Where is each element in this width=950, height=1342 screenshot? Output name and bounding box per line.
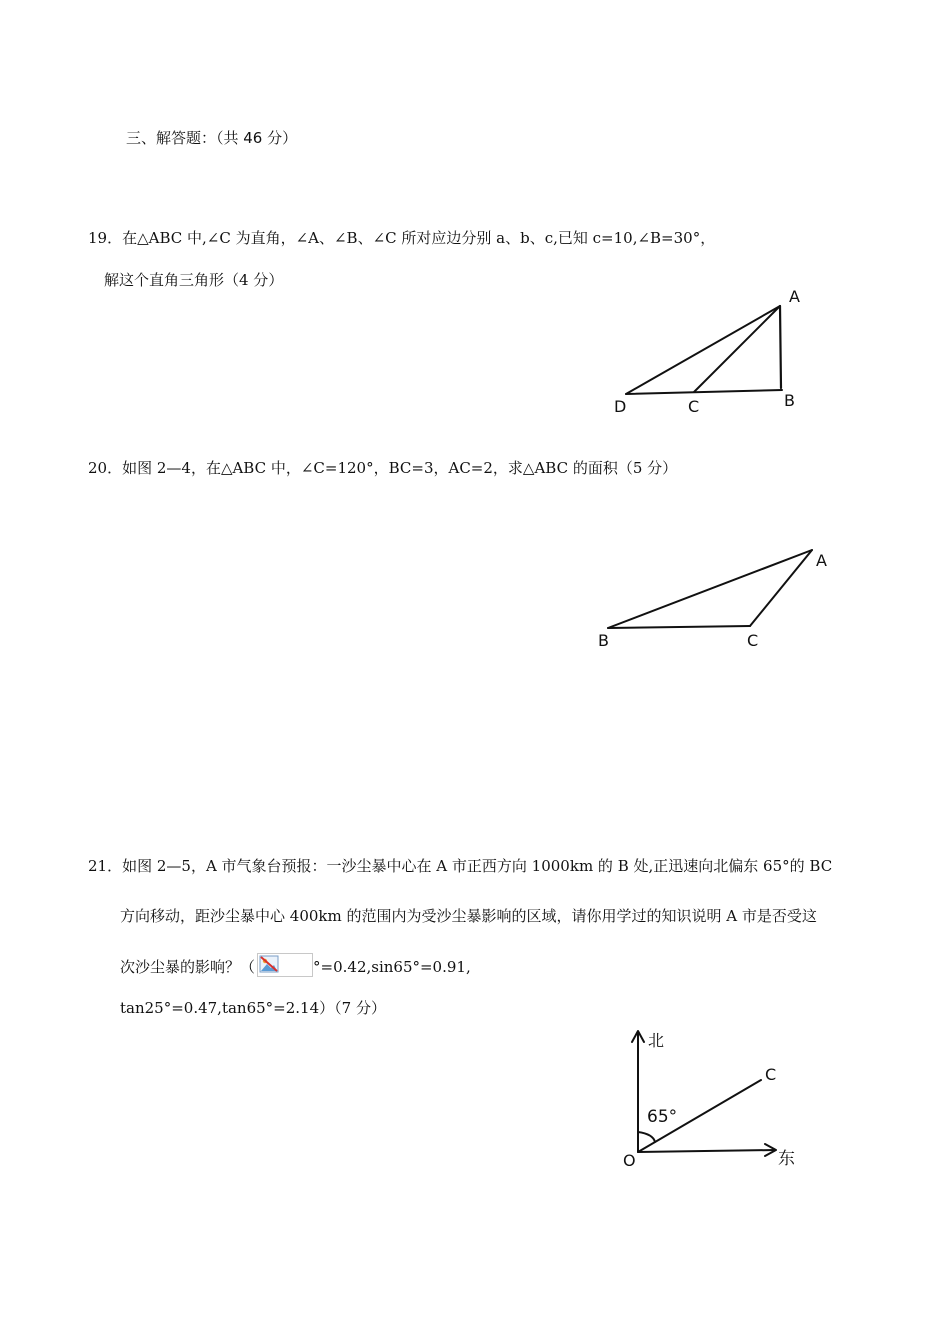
q21-angle-arc xyxy=(638,1132,655,1142)
q19-label-A: A xyxy=(789,287,800,306)
q21-text-line4: tan25°=0.47,tan65°=2.14）（7 分） xyxy=(120,999,386,1017)
q19-side-CA xyxy=(694,306,780,392)
q21-line3-before: 次沙尘暴的影响？（ xyxy=(120,958,256,976)
q21-label-east: 东 xyxy=(778,1149,795,1169)
q21-line3-after: °=0.42,sin65°=0.91, xyxy=(313,958,471,976)
q21-label-angle: 65° xyxy=(647,1107,678,1127)
q20-text-line1: 20．如图 2—4，在△ABC 中，∠C=120°，BC=3，AC=2，求△ABC 的面积（5 分） xyxy=(88,459,678,477)
q21-east-axis xyxy=(638,1150,775,1152)
q21-label-O: O xyxy=(623,1151,636,1170)
q19-side-DB xyxy=(626,390,782,394)
q21-direction-figure xyxy=(615,1022,815,1172)
section-heading: 三、解答题：（共 46 分） xyxy=(126,129,298,147)
q19-text-line2: 解这个直角三角形（4 分） xyxy=(104,271,284,289)
q19-label-D: D xyxy=(614,397,627,416)
broken-image-icon xyxy=(257,953,313,977)
q19-side-AB xyxy=(780,306,781,388)
q19-label-B: B xyxy=(784,391,795,410)
q19-triangle-figure xyxy=(600,282,820,416)
q20-label-C: C xyxy=(747,631,759,650)
q19-side-DA xyxy=(626,306,780,394)
q21-text-line1: 21．如图 2—5，A 市气象台预报：一沙尘暴中心在 A 市正西方向 1000km 的 B 处,正迅速向北偏东 65°的 BC xyxy=(88,857,833,875)
q21-label-north: 北 xyxy=(648,1031,665,1050)
q20-label-A: A xyxy=(816,551,827,570)
q21-text-line2: 方向移动，距沙尘暴中心 400km 的范围内为受沙尘暴影响的区域，请你用学过的知识说明 A 市是否受这 xyxy=(120,907,817,925)
q21-label-C: C xyxy=(765,1065,777,1084)
q19-text-line1: 19．在△ABC 中,∠C 为直角，∠A、∠B、∠C 所对应边分别 a、b、c,已知 c=10,∠B=30°， xyxy=(88,229,716,247)
q20-side-BC xyxy=(608,626,750,628)
q19-label-C: C xyxy=(688,397,700,416)
q21-text-line3 xyxy=(120,953,471,977)
q20-label-B: B xyxy=(598,631,609,650)
q20-triangle-figure xyxy=(590,540,840,655)
